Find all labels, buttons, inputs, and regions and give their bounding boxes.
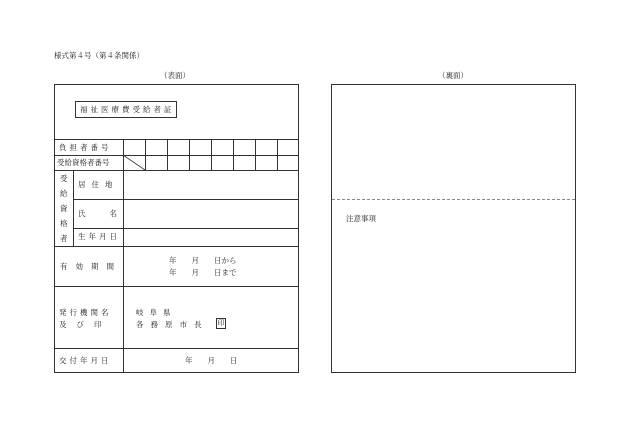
recipient-number-label: 受給資格者番号 <box>57 158 110 167</box>
rule <box>54 246 299 247</box>
address-label: 居住地 <box>78 180 119 189</box>
recipient-group-char: 受 <box>60 174 68 183</box>
back-card <box>331 84 576 373</box>
recipient-group-char: 者 <box>60 234 68 243</box>
validity-to: 年 月 日まで <box>169 268 237 277</box>
rule <box>54 170 299 171</box>
issuer-mayor: 各務原市長 <box>136 320 209 329</box>
rule <box>73 170 74 246</box>
rule <box>167 139 168 170</box>
back-notes-heading: 注意事項 <box>346 214 376 223</box>
recipient-group-char: 資 <box>60 204 68 213</box>
rule <box>54 348 299 349</box>
recipient-group-char: 給 <box>60 189 68 198</box>
rule <box>233 139 234 170</box>
birthdate-label: 生年月日 <box>78 232 120 241</box>
name-label: 氏名 <box>78 209 141 218</box>
rule <box>255 139 256 170</box>
recipient-group-char: 格 <box>60 219 68 228</box>
official-seal: 印 <box>217 319 225 327</box>
rule <box>277 139 278 170</box>
issuer-label: 発行機関名 <box>59 308 112 317</box>
rule <box>54 155 299 156</box>
issuer-seal-label: 及び印 <box>59 320 112 329</box>
blank-cell-slash <box>123 155 146 171</box>
form-caption: 様式第４号（第４条関係） <box>54 51 144 60</box>
issue-date-label: 交付年月日 <box>59 356 112 365</box>
back-label: （裏面） <box>438 71 468 80</box>
rule <box>189 139 190 170</box>
issuer-prefecture: 岐阜県 <box>136 308 177 317</box>
rule <box>73 228 299 229</box>
card-title: 福祉医療費受給者証 <box>80 105 175 114</box>
validity-from: 年 月 日から <box>169 256 237 265</box>
issue-date-value: 年 月 日 <box>185 356 238 365</box>
rule <box>211 139 212 170</box>
rule <box>123 139 124 373</box>
fold-line <box>332 199 575 200</box>
front-label: （表面） <box>160 71 190 80</box>
validity-label: 有効期間 <box>60 262 122 271</box>
rule <box>73 199 299 200</box>
rule <box>54 286 299 287</box>
burden-number-label: 負担者番号 <box>59 143 112 152</box>
rule <box>54 139 299 140</box>
